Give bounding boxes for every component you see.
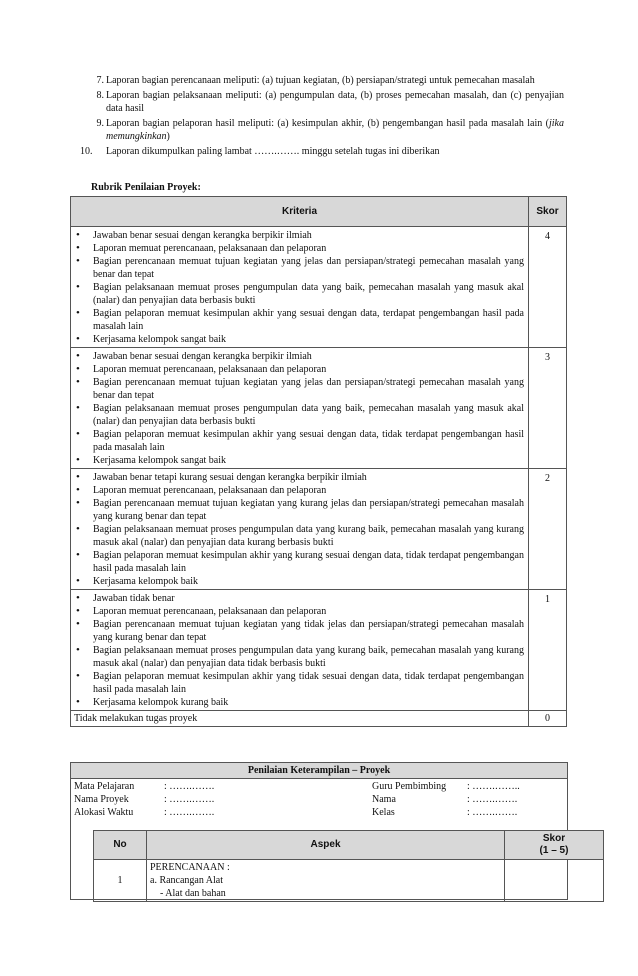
criteria-item: • Bagian pelaksanaan memuat proses pengumpulan data yang kurang baik, pemecahan masalah yang kurang masuk akal (nalar) dan penyajian data tidak berbasis bukti bbox=[73, 644, 524, 670]
aspect-cell: PERENCANAAN : a. Rancangan Alat - Alat dan bahan bbox=[147, 860, 505, 902]
table-row bbox=[71, 590, 567, 711]
criteria-item: • Bagian pelaporan memuat kesimpulan akhir yang tidak sesuai dengan data, tidak terdapat pengembangan hasil pada masalah lain bbox=[73, 670, 524, 696]
name-label: Nama bbox=[372, 794, 396, 805]
criteria-item: • Bagian perencanaan memuat tujuan kegiatan yang jelas dan persiapan/strategi pemecahan masalah yang benar dan tepat bbox=[73, 376, 524, 402]
time-allocation-label: Alokasi Waktu bbox=[74, 807, 134, 818]
procedure-list bbox=[80, 74, 564, 160]
score-header: Skor bbox=[529, 197, 567, 227]
project-name-label: Nama Proyek bbox=[74, 794, 129, 805]
info-block bbox=[74, 780, 564, 819]
time-allocation-value: : …….……. bbox=[164, 807, 215, 818]
criteria-item: • Laporan memuat perencanaan, pelaksanaan dan pelaporan bbox=[73, 363, 524, 376]
skill-assessment-panel bbox=[70, 762, 568, 900]
supervisor-label: Guru Pembimbing bbox=[372, 781, 447, 792]
criteria-item: • Jawaban benar sesuai dengan kerangka berpikir ilmiah bbox=[73, 229, 524, 242]
aspect-table bbox=[93, 830, 604, 902]
project-name-value: : …….……. bbox=[164, 794, 215, 805]
criteria-item: • Laporan memuat perencanaan, pelaksanaan dan pelaporan bbox=[73, 605, 524, 618]
rubric-table bbox=[70, 196, 567, 727]
subject-value: : …….……. bbox=[164, 781, 215, 792]
score-range-header: Skor (1 – 5) bbox=[505, 831, 604, 860]
criteria-item: • Bagian perencanaan memuat tujuan kegiatan yang tidak jelas dan persiapan/strategi pemecahan masalah yang kurang benar dan tepat bbox=[73, 618, 524, 644]
criteria-item: • Laporan memuat perencanaan, pelaksanaan dan pelaporan bbox=[73, 484, 524, 497]
score-input-cell[interactable] bbox=[505, 860, 604, 902]
criteria-item: • Kerjasama kelompok sangat baik bbox=[73, 454, 524, 467]
criteria-header: Kriteria bbox=[71, 197, 529, 227]
list-item: 10. Laporan dikumpulkan paling lambat …….……. minggu setelah tugas ini diberikan bbox=[80, 146, 440, 157]
no-task-label: Tidak melakukan tugas proyek bbox=[71, 711, 529, 727]
list-item: 9. Laporan bagian pelaporan hasil meliputi: (a) kesimpulan akhir, (b) pengembangan hasil pada masalah lain (jika memungkinkan) bbox=[96, 118, 564, 142]
criteria-item: • Bagian perencanaan memuat tujuan kegiatan yang kurang jelas dan persiapan/strategi pemecahan masalah yang kurang benar dan tepat bbox=[73, 497, 524, 523]
list-item: 8. Laporan bagian pelaksanaan meliputi: (a) pengumpulan data, (b) proses pemecahan masalah, dan (c) penyajian data hasil bbox=[96, 90, 564, 114]
criteria-item: • Kerjasama kelompok sangat baik bbox=[73, 333, 524, 346]
rubric-title: Rubrik Penilaian Proyek: bbox=[91, 182, 201, 193]
criteria-item: • Laporan memuat perencanaan, pelaksanaan dan pelaporan bbox=[73, 242, 524, 255]
score-value: 0 bbox=[529, 711, 567, 727]
table-row bbox=[94, 860, 604, 902]
criteria-item: • Jawaban benar sesuai dengan kerangka berpikir ilmiah bbox=[73, 350, 524, 363]
criteria-item: • Kerjasama kelompok kurang baik bbox=[73, 696, 524, 709]
criteria-item: • Bagian pelaporan memuat kesimpulan akhir yang sesuai dengan data, tidak terdapat pengembangan hasil pada masalah lain bbox=[73, 428, 524, 454]
name-value: : …….……. bbox=[467, 794, 518, 805]
criteria-item: • Jawaban benar tetapi kurang sesuai dengan kerangka berpikir ilmiah bbox=[73, 471, 524, 484]
list-item: 7. Laporan bagian perencanaan meliputi: (a) tujuan kegiatan, (b) persiapan/strategi untuk pemecahan masalah bbox=[96, 75, 535, 86]
table-row bbox=[71, 469, 567, 590]
criteria-item: • Bagian pelaksanaan memuat proses pengumpulan data yang baik, pemecahan masalah yang masuk akal (nalar) dan penyajian data berbasis bukti bbox=[73, 402, 524, 428]
class-label: Kelas bbox=[372, 807, 395, 818]
table-row bbox=[71, 348, 567, 469]
table-row bbox=[71, 227, 567, 348]
criteria-item: • Bagian perencanaan memuat tujuan kegiatan yang jelas dan persiapan/strategi pemecahan masalah yang benar dan tepat bbox=[73, 255, 524, 281]
class-value: : …….……. bbox=[467, 807, 518, 818]
score-value: 1 bbox=[529, 590, 567, 711]
score-value: 4 bbox=[529, 227, 567, 348]
criteria-item: • Kerjasama kelompok baik bbox=[73, 575, 524, 588]
criteria-item: • Bagian pelaporan memuat kesimpulan akhir yang kurang sesuai dengan data, tidak terdapat pengembangan hasil pada masalah lain bbox=[73, 549, 524, 575]
no-header: No bbox=[94, 831, 147, 860]
criteria-item: • Bagian pelaksanaan memuat proses pengumpulan data yang baik, pemecahan masalah yang masuk akal (nalar) dan penyajian data berbasis bukti bbox=[73, 281, 524, 307]
criteria-item: • Bagian pelaporan memuat kesimpulan akhir yang sesuai dengan data, terdapat pengembangan hasil pada masalah lain bbox=[73, 307, 524, 333]
aspect-header: Aspek bbox=[147, 831, 505, 860]
skill-assessment-title: Penilaian Keterampilan – Proyek bbox=[71, 763, 567, 779]
supervisor-value: : …….…….. bbox=[467, 781, 520, 792]
score-value: 3 bbox=[529, 348, 567, 469]
criteria-item: • Bagian pelaksanaan memuat proses pengumpulan data yang kurang baik, pemecahan masalah yang kurang masuk akal (nalar) dan penyajian data kurang berbasis bukti bbox=[73, 523, 524, 549]
score-value: 2 bbox=[529, 469, 567, 590]
row-number: 1 bbox=[94, 860, 147, 902]
subject-label: Mata Pelajaran bbox=[74, 781, 135, 792]
table-row bbox=[71, 711, 567, 727]
criteria-item: • Jawaban tidak benar bbox=[73, 592, 524, 605]
